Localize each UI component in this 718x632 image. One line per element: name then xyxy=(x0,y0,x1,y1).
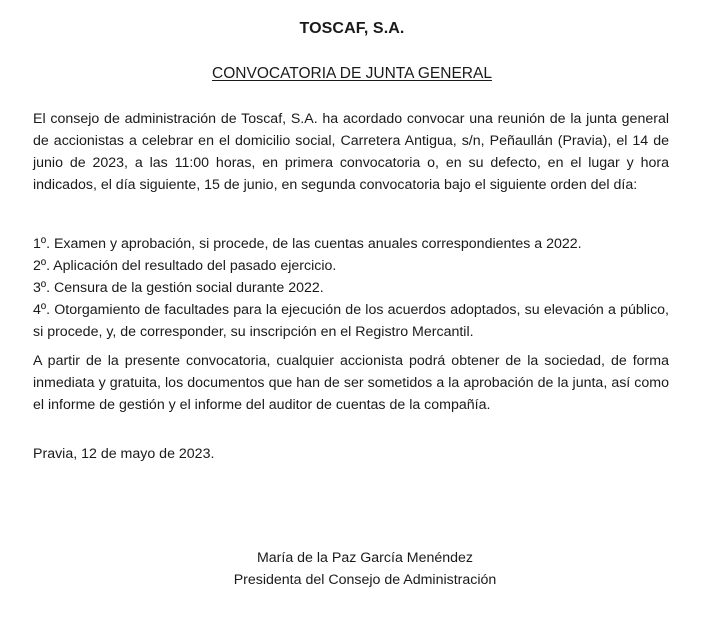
intro-paragraph: El consejo de administración de Toscaf, S.A. ha acordado convocar una reunión de la junta general de accionistas a celebrar en el domicilio social, Carretera Antigua, s/n, Peñaullán (Pravia), el 14 de junio de 2023, a las 11:00 horas, en primera convocatoria o, en su defecto, en el lugar y hora indicados, el día siguiente, 15 de junio, en segunda convocatoria bajo el siguiente orden del día: xyxy=(33,111,669,193)
agenda-item: 4º. Otorgamiento de facultades para la ejecución de los acuerdos adoptados, su elevación a público, si procede, y, de corresponder, su inscripción en el Registro Mercantil. xyxy=(33,302,669,340)
document-title: CONVOCATORIA DE JUNTA GENERAL xyxy=(212,65,492,82)
company-name: TOSCAF, S.A. xyxy=(299,20,405,37)
signatory-name: María de la Paz García Menéndez xyxy=(256,550,474,566)
agenda-item: 1º. Examen y aprobación, si procede, de las cuentas anuales correspondientes a 2022. xyxy=(33,236,582,252)
place-date: Pravia, 12 de mayo de 2023. xyxy=(33,446,215,462)
signatory-role: Presidenta del Consejo de Administración xyxy=(233,572,497,588)
signature-block xyxy=(0,547,718,591)
agenda-item: 3º. Censura de la gestión social durante 2022. xyxy=(33,280,324,296)
notice-paragraph: A partir de la presente convocatoria, cualquier accionista podrá obtener de la sociedad, de forma inmediata y gratuita, los documentos que han de ser sometidos a la aprobación de la junta, así como el informe de gestión y el informe del auditor de cuentas de la compañía. xyxy=(33,353,669,413)
agenda-list xyxy=(33,233,669,343)
agenda-item: 2º. Aplicación del resultado del pasado ejercicio. xyxy=(33,258,337,274)
